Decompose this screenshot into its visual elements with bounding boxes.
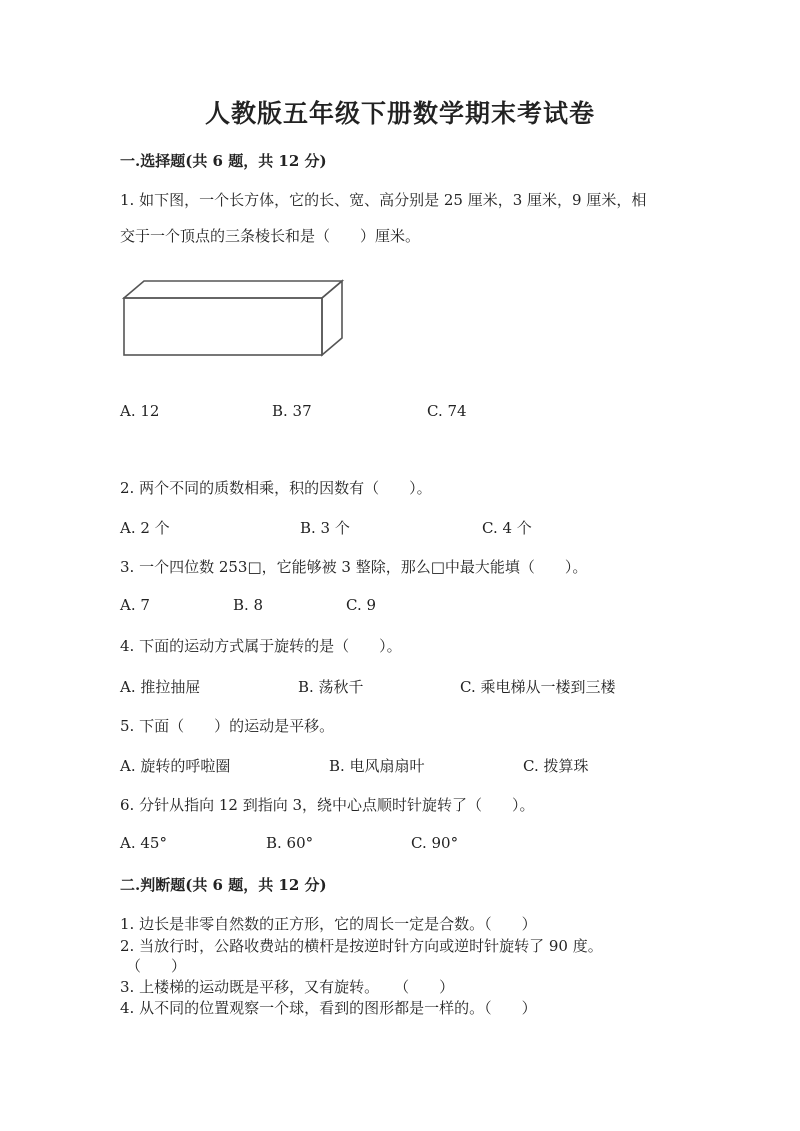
q1-option-b: B. 37 xyxy=(272,402,312,420)
judgment-item-3: 3. 上楼梯的运动既是平移，又有旋转。 （ ） xyxy=(120,978,455,996)
q5-option-b: B. 电风扇扇叶 xyxy=(329,757,425,775)
question-6: 6. 分针从指向 12 到指向 3，绕中心点顺时针旋转了（ ）。 xyxy=(120,796,535,814)
judgment-item-2: 2. 当放行时，公路收费站的横杆是按逆时针方向或逆时针旋转了 90 度。 xyxy=(120,937,603,955)
q3-option-b: B. 8 xyxy=(233,596,264,614)
q2-option-a: A. 2 个 xyxy=(120,519,170,537)
judgment-item-4: 4. 从不同的位置观察一个球，看到的图形都是一样的。（ ） xyxy=(120,999,537,1017)
q3-option-c: C. 9 xyxy=(346,596,377,614)
q2-option-c: C. 4 个 xyxy=(482,519,532,537)
page-title: 人教版五年级下册数学期末考试卷 xyxy=(204,99,595,128)
q3-option-a: A. 7 xyxy=(120,596,150,614)
q5-option-a: A. 旋转的呼啦圈 xyxy=(120,757,231,775)
section-heading-choice: 一.选择题(共 6 题，共 12 分) xyxy=(120,152,327,170)
judgment-item-1: 1. 边长是非零自然数的正方形，它的周长一定是合数。（ ） xyxy=(120,915,537,933)
cuboid-side-face xyxy=(322,281,342,355)
cuboid-front-face xyxy=(124,298,322,355)
q4-option-a: A. 推拉抽屉 xyxy=(120,678,201,696)
q6-option-a: A. 45° xyxy=(120,834,167,852)
question-4: 4. 下面的运动方式属于旋转的是（ ）。 xyxy=(120,637,402,655)
question-2: 2. 两个不同的质数相乘，积的因数有（ ）。 xyxy=(120,479,432,497)
question-1-line-2: 交于一个顶点的三条棱长和是（ ）厘米。 xyxy=(120,227,421,245)
cuboid-top-face xyxy=(124,281,342,298)
q1-option-a: A. 12 xyxy=(120,402,160,420)
q5-option-c: C. 拨算珠 xyxy=(523,757,589,775)
cuboid-figure xyxy=(118,278,350,362)
q4-option-c: C. 乘电梯从一楼到三楼 xyxy=(460,678,616,696)
judgment-item-2-bracket: （ ） xyxy=(126,957,187,975)
question-5: 5. 下面（ ）的运动是平移。 xyxy=(120,717,335,735)
q1-option-c: C. 74 xyxy=(427,402,467,420)
q6-option-b: B. 60° xyxy=(266,834,314,852)
q2-option-b: B. 3 个 xyxy=(300,519,350,537)
section-heading-judgment: 二.判断题(共 6 题，共 12 分) xyxy=(120,876,327,894)
question-1-line-1: 1. 如下图，一个长方体，它的长、宽、高分别是 25 厘米，3 厘米，9 厘米，相 xyxy=(120,191,647,209)
q4-option-b: B. 荡秋千 xyxy=(298,678,364,696)
q6-option-c: C. 90° xyxy=(411,834,459,852)
question-3: 3. 一个四位数 253□，它能够被 3 整除，那么□中最大能填（ ）。 xyxy=(120,558,588,576)
